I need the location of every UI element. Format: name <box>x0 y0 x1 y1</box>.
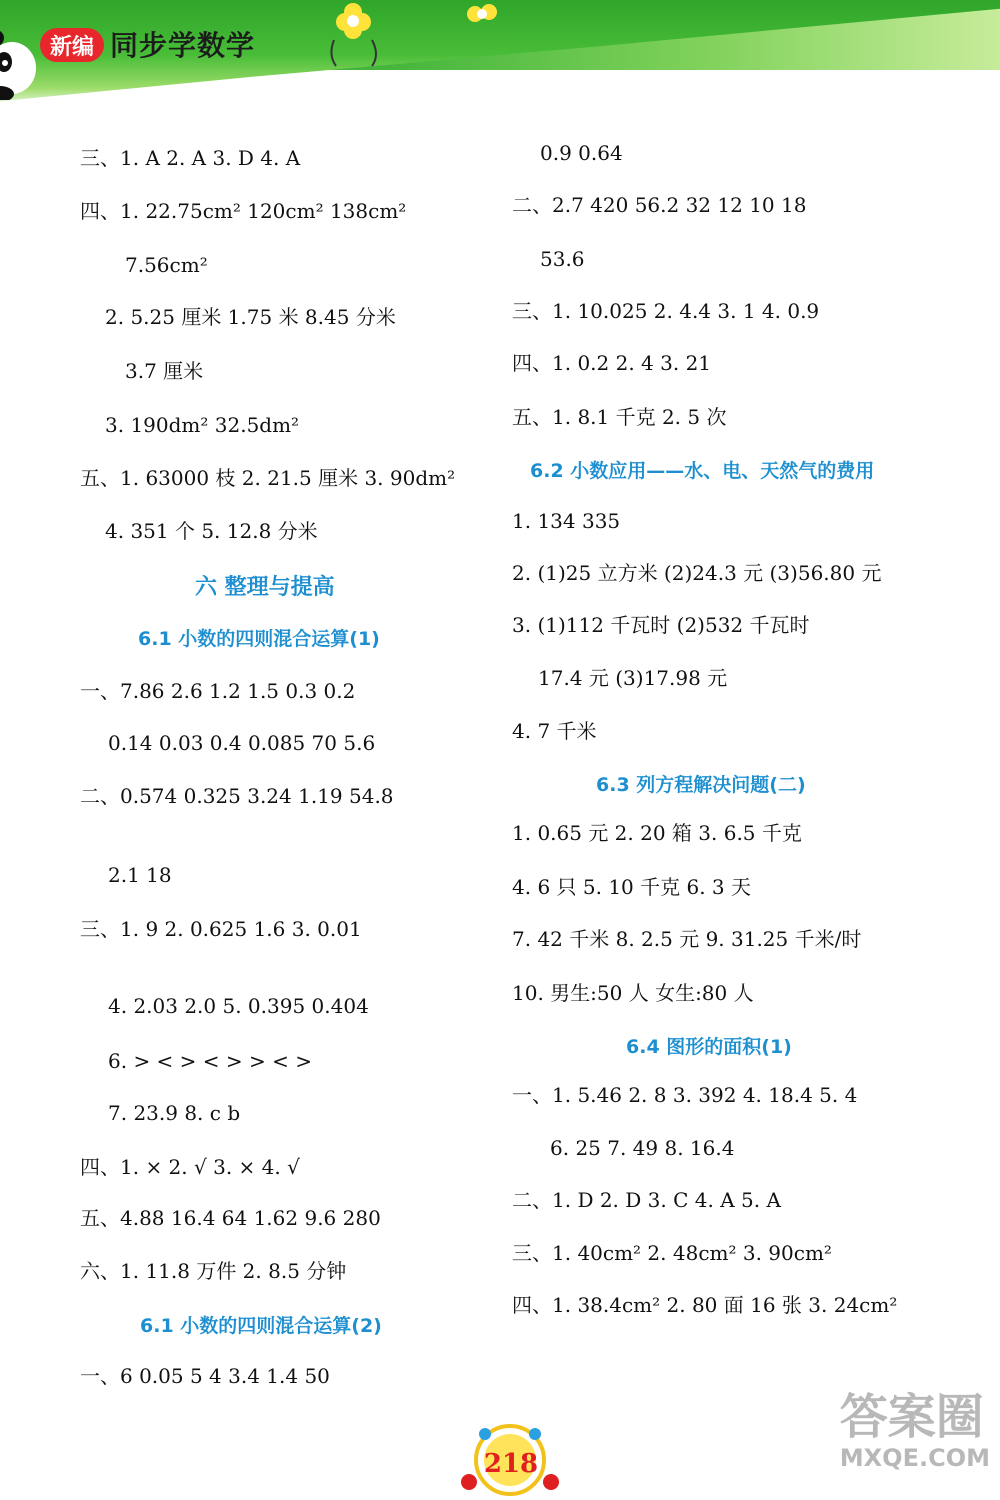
left-answer-line: 6. > < > < > > < > <box>108 1049 313 1073</box>
watermark-top: 答案圈 <box>839 1389 984 1445</box>
left-answer-line: 4. 2.03 2.0 5. 0.395 0.404 <box>108 994 369 1018</box>
left-answer-line: 一、7.86 2.6 1.2 1.5 0.3 0.2 <box>80 679 356 703</box>
right-answer-line: 二、2.7 420 56.2 32 12 10 18 <box>512 193 807 217</box>
book-title: 同步学数学 <box>110 29 256 62</box>
right-answer-line: 53.6 <box>540 247 585 271</box>
right-answer-line: 6. 25 7. 49 8. 16.4 <box>550 1136 735 1160</box>
section-heading: 6.1 小数的四则混合运算(1) <box>138 628 380 650</box>
right-answer-line: 3. (1)112 千瓦时 (2)532 千瓦时 <box>512 613 810 637</box>
right-answer-line: 三、1. 10.025 2. 4.4 3. 1 4. 0.9 <box>512 299 820 323</box>
left-answer-line: 7.56cm² <box>125 253 208 277</box>
section-heading: 6.2 小数应用——水、电、天然气的费用 <box>530 460 875 482</box>
left-answer-line: 2.1 18 <box>108 863 172 887</box>
right-answer-line: 4. 7 千米 <box>512 719 597 743</box>
page-number: 218 <box>483 1449 539 1479</box>
right-answer-line: 四、1. 0.2 2. 4 3. 21 <box>512 351 712 375</box>
left-answer-line: 二、0.574 0.325 3.24 1.19 54.8 <box>80 784 394 808</box>
right-answer-line: 10. 男生:50 人 女生:80 人 <box>512 981 754 1005</box>
section-heading: 6.3 列方程解决问题(二) <box>596 774 806 796</box>
section-heading: 6.1 小数的四则混合运算(2) <box>140 1315 382 1337</box>
left-answer-line: 2. 5.25 厘米 1.75 米 8.45 分米 <box>105 305 396 329</box>
watermark-bottom: MXQE.COM <box>839 1444 990 1472</box>
right-answer-line: 一、1. 5.46 2. 8 3. 392 4. 18.4 5. 4 <box>512 1083 858 1107</box>
panda-icon <box>0 20 38 100</box>
right-answer-line: 1. 0.65 元 2. 20 箱 3. 6.5 千克 <box>512 821 802 845</box>
left-answer-line: 五、4.88 16.4 64 1.62 9.6 280 <box>80 1206 381 1230</box>
right-answer-line: 17.4 元 (3)17.98 元 <box>538 666 728 690</box>
book-badge: 新编 <box>40 28 104 62</box>
left-answer-line: 四、1. × 2. √ 3. × 4. √ <box>80 1155 300 1179</box>
section-heading: 6.4 图形的面积(1) <box>626 1036 792 1058</box>
right-answer-line: 7. 42 千米 8. 2.5 元 9. 31.25 千米/时 <box>512 927 862 951</box>
right-answer-line: 四、1. 38.4cm² 2. 80 面 16 张 3. 24cm² <box>512 1293 898 1317</box>
right-answer-line: 二、1. D 2. D 3. C 4. A 5. A <box>512 1188 781 1212</box>
right-answer-line: 0.9 0.64 <box>540 141 623 165</box>
left-answer-line: 4. 351 个 5. 12.8 分米 <box>105 519 318 543</box>
left-answer-line: 3. 190dm² 32.5dm² <box>105 413 300 437</box>
flower-icon-small <box>455 0 505 40</box>
right-answer-line: 三、1. 40cm² 2. 48cm² 3. 90cm² <box>512 1241 832 1265</box>
right-answer-line: 2. (1)25 立方米 (2)24.3 元 (3)56.80 元 <box>512 561 882 585</box>
right-answer-line: 1. 134 335 <box>512 509 621 533</box>
left-answer-line: 三、1. 9 2. 0.625 1.6 3. 0.01 <box>80 917 362 941</box>
left-answer-line: 三、1. A 2. A 3. D 4. A <box>80 146 301 170</box>
right-answer-line: 4. 6 只 5. 10 千克 6. 3 天 <box>512 875 752 899</box>
left-answer-line: 四、1. 22.75cm² 120cm² 138cm² <box>80 199 407 223</box>
left-answer-line: 一、6 0.05 5 4 3.4 1.4 50 <box>80 1364 330 1388</box>
left-answer-line: 五、1. 63000 枝 2. 21.5 厘米 3. 90dm² <box>80 466 456 490</box>
left-answer-line: 7. 23.9 8. c b <box>108 1101 241 1125</box>
watermark <box>840 1390 990 1472</box>
left-answer-line: 六、1. 11.8 万件 2. 8.5 分钟 <box>80 1259 347 1283</box>
flower-icon <box>320 0 390 70</box>
section-heading: 六 整理与提高 <box>195 575 335 600</box>
left-answer-line: 0.14 0.03 0.4 0.085 70 5.6 <box>108 731 376 755</box>
right-answer-line: 五、1. 8.1 千克 2. 5 次 <box>512 405 727 429</box>
left-answer-line: 3.7 厘米 <box>125 359 204 383</box>
